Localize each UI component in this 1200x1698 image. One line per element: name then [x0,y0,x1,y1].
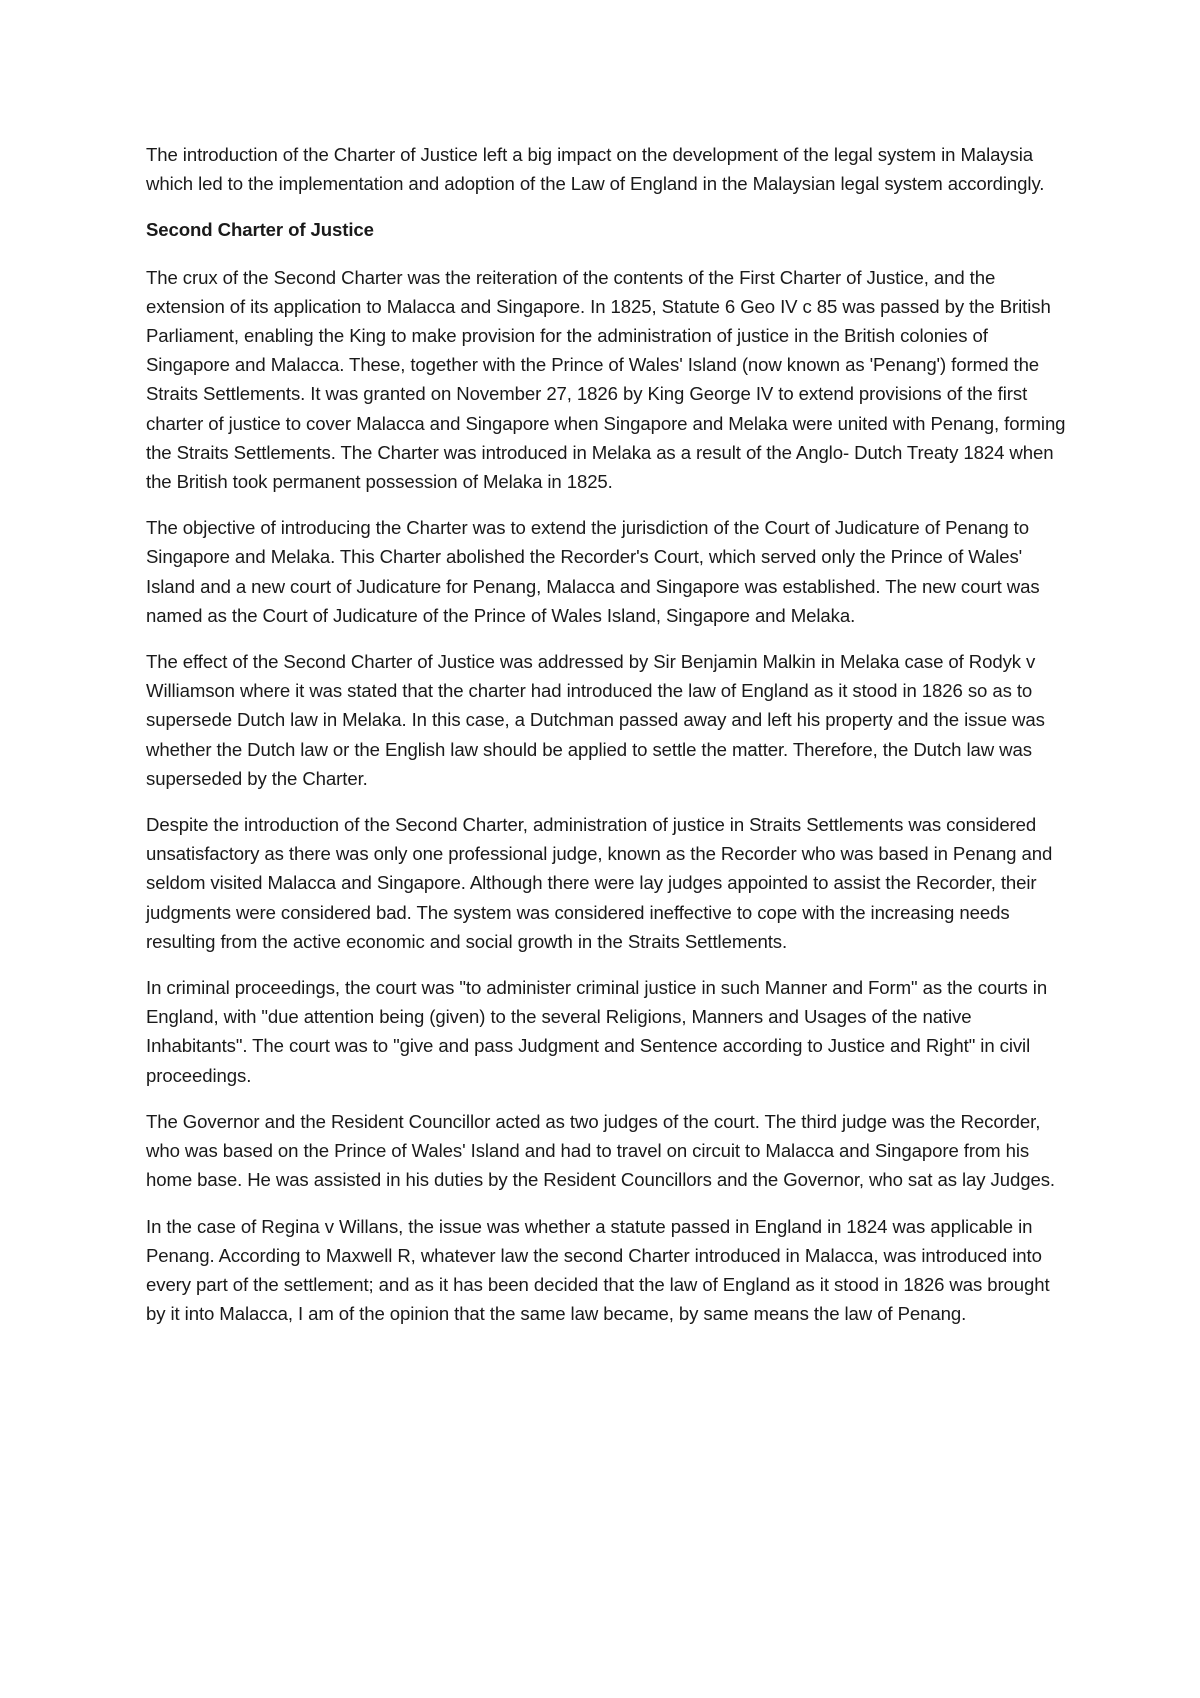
body-paragraph: The Governor and the Resident Councillor acted as two judges of the court. The third judge was the Recorder, who was based on the Prince of Wales' Island and had to travel on circuit to Malacca and Singapore from his home base. He was assisted in his duties by the Resident Councillors and the Governor, who sat as lay Judges. [146,1110,1055,1191]
body-paragraph: Despite the introduction of the Second Charter, administration of justice in Straits Settlements was considered unsatisfactory as there was only one professional judge, known as the Recorder who was based in Penang and seldom visited Malacca and Singapore. Although there were lay judges appointed to assist the Recorder, their judgments were considered bad. The system was considered ineffective to cope with the increasing needs resulting from the active economic and social growth in the Straits Settlements. [146,814,1053,952]
body-paragraph: In the case of Regina v Willans, the issue was whether a statute passed in England in 1824 was applicable in Penang. According to Maxwell R, whatever law the second Charter introduced in Malacca, was introduced into every part of the settlement; and as it has been decided that the law of England as it stood in 1826 was brought by it into Malacca, I am of the opinion that the same law became, by same means the law of Penang. [146,1215,1050,1325]
body-paragraph: In criminal proceedings, the court was "to administer criminal justice in such Manner and Form" as the courts in England, with "due attention being (given) to the several Religions, Manners and Usages of the native Inhabitants". The court was to "give and pass Judgment and Sentence according to Justice and Right" in civil proceedings. [146,977,1048,1086]
section-heading: Second Charter of Justice [146,219,374,241]
body-paragraph: The objective of introducing the Charter was to extend the jurisdiction of the Court of Judicature of Penang to Singapore and Melaka. This Charter abolished the Recorder's Court, which served only the Prince of Wales' Island and a new court of Judicature for Penang, Malacca and Singapore was established. The new court was named as the Court of Judicature of the Prince of Wales Island, Singapore and Melaka. [146,517,1040,626]
body-paragraph: The effect of the Second Charter of Justice was addressed by Sir Benjamin Malkin in Melaka case of Rodyk v Williamson where it was stated that the charter had introduced the law of England as it stood in 1826 so as to supersede Dutch law in Melaka. In this case, a Dutchman passed away and left his property and the issue was whether the Dutch law or the English law should be applied to settle the matter. Therefore, the Dutch law was superseded by the Charter. [146,651,1045,789]
body-paragraph: The crux of the Second Charter was the reiteration of the contents of the First Charter of Justice, and the extension of its application to Malacca and Singapore. In 1825, Statute 6 Geo IV c 85 was passed by the British Parliament, enabling the King to make provision for the administration of justice in the British colonies of Singapore and Malacca. These, together with the Prince of Wales' Island (now known as 'Penang') formed the Straits Settlements. It was granted on November 27, 1826 by King George IV to extend provisions of the first charter of justice to cover Malacca and Singapore when Singapore and Melaka were united with Penang, forming the Straits Settlements. The Charter was introduced in Melaka as a result of the Anglo- Dutch Treaty 1824 when the British took permanent possession of Melaka in 1825. [146,266,1066,493]
document-body [146,140,1066,1345]
intro-paragraph: The introduction of the Charter of Justice left a big impact on the development of the legal system in Malaysia which led to the implementation and adoption of the Law of England in the Malaysian legal system accordingly. [146,144,1045,195]
